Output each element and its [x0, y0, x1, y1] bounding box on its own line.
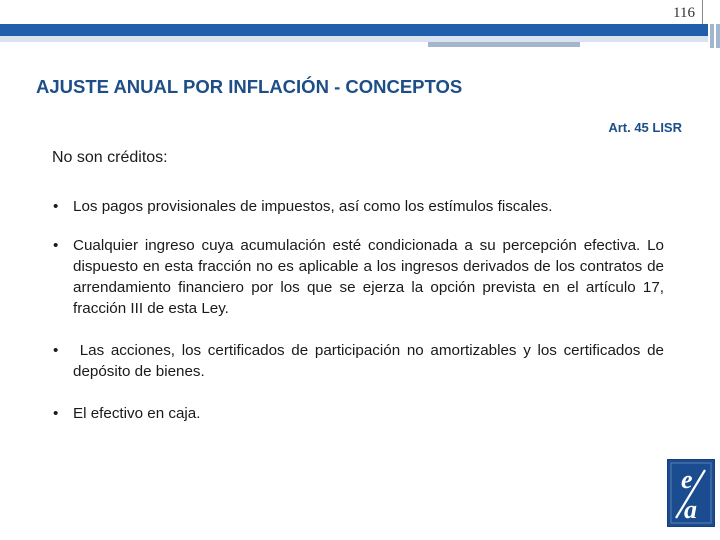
- list-item-text: Las acciones, los certificados de participación no amortizables y los certificados de depósito de bienes.: [73, 342, 669, 380]
- list-item: [52, 235, 664, 319]
- logo-letter-bottom: a: [684, 495, 697, 524]
- header-bar-shadow: [0, 36, 708, 42]
- list-item: [52, 196, 664, 217]
- page-title: AJUSTE ANUAL POR INFLACIÓN - CONCEPTOS: [36, 76, 463, 97]
- bullet-icon: •: [53, 405, 59, 422]
- header-bar: [0, 24, 708, 36]
- header-side-stripe: [710, 24, 714, 48]
- concepts-list: [52, 196, 669, 424]
- header-accent-bar: [428, 42, 580, 47]
- bullet-icon: •: [53, 237, 59, 254]
- ea-logo-icon: [668, 460, 714, 526]
- intro-text: No son créditos:: [52, 149, 168, 166]
- ea-logo: [667, 459, 715, 527]
- bullet-icon: •: [53, 342, 59, 359]
- slide-number: 116: [673, 5, 695, 21]
- list-item-text: Los pagos provisionales de impuestos, así como los estímulos fiscales.: [73, 198, 553, 215]
- list-item: [52, 403, 664, 424]
- list-item-text: Cualquier ingreso cuya acumulación esté condicionada a su percepción efectiva. Lo dispuesto en esta fracción no es aplicable a los ingresos derivados de los contratos de arrendamiento financiero por los que se ejerza la opción prevista en el artículo 17, fracción III de esta Ley.: [73, 237, 664, 317]
- bullet-icon: •: [53, 198, 59, 215]
- law-reference: Art. 45 LISR: [608, 120, 682, 135]
- list-item: [52, 340, 669, 382]
- header-side-stripe: [716, 24, 720, 48]
- logo-letter-top: e: [681, 465, 693, 494]
- list-item-text: El efectivo en caja.: [73, 405, 201, 422]
